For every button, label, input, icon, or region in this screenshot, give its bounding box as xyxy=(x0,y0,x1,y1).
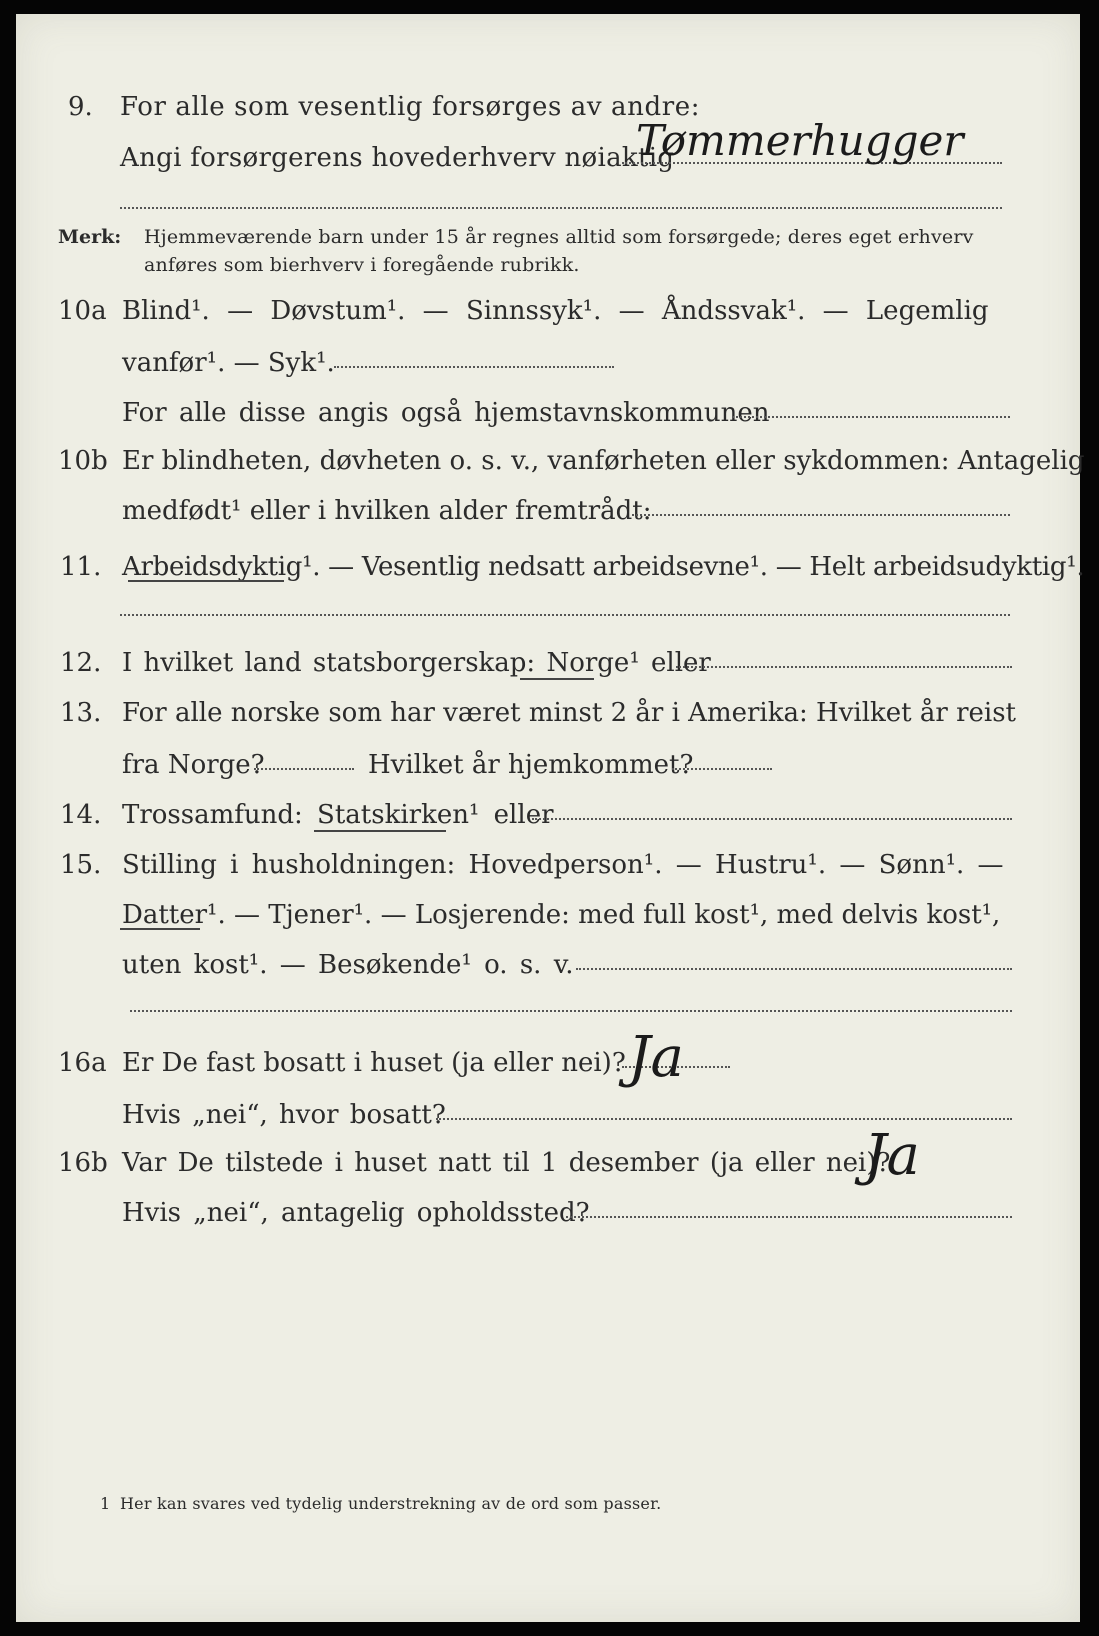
q9-line2: Angi forsørgerens hovederhverv nøiaktig xyxy=(120,143,675,173)
q10a-line3-fill xyxy=(732,416,1010,418)
q10a-number: 10a xyxy=(58,296,107,326)
q16b-line1: Var De tilstede i huset natt til 1 desember (ja eller nei)? xyxy=(122,1148,891,1178)
q13-number: 13. xyxy=(60,698,102,728)
q16a-line1: Er De fast bosatt i huset (ja eller nei)? xyxy=(122,1048,626,1078)
q15-extra-line xyxy=(130,1010,1012,1012)
q15-line3-fill xyxy=(576,968,1012,970)
q12-number: 12. xyxy=(60,648,102,678)
q15-line3: uten kost¹. — Besøkende¹ o. s. v. xyxy=(122,950,574,980)
q12-handwritten-underline xyxy=(520,678,594,680)
q11-handwritten-underline xyxy=(128,580,284,582)
q16b-handwritten-answer: Ja xyxy=(864,1123,920,1188)
q11-extra-line xyxy=(120,614,1010,616)
q16b-line2-fill xyxy=(566,1216,1012,1218)
q11-number: 11. xyxy=(60,552,102,582)
q9-number: 9. xyxy=(68,92,93,122)
q15-line1: Stilling i husholdningen: Hovedperson¹. — Hustru¹. — Sønn¹. — xyxy=(122,850,1004,880)
census-form-page xyxy=(16,14,1085,1622)
footnote-mark: 1 xyxy=(100,1494,111,1513)
q16b-number: 16b xyxy=(58,1148,108,1178)
q11-line1: Arbeidsdyktig¹. — Vesentlig nedsatt arbeidsevne¹. — Helt arbeidsudyktig¹. xyxy=(122,552,1085,582)
q13-line2a: fra Norge? xyxy=(122,750,265,780)
q16a-line2: Hvis „nei“, hvor bosatt? xyxy=(122,1100,446,1130)
q15-line2: Datter¹. — Tjener¹. — Losjerende: med full kost¹, med delvis kost¹, xyxy=(122,900,1001,930)
q15-handwritten-underline xyxy=(120,928,200,930)
q12-line1: I hvilket land statsborgerskap: Norge¹ eller xyxy=(122,648,711,678)
footnote-text: Her kan svares ved tydelig understrekning av de ord som passer. xyxy=(120,1494,662,1513)
q10b-line2: medfødt¹ eller i hvilken alder fremtrådt: xyxy=(122,496,652,526)
merk-line1: Hjemmeværende barn under 15 år regnes alltid som forsørgede; deres eget erhverv xyxy=(144,226,974,248)
q9-line1: For alle som vesentlig forsørges av andre: xyxy=(120,92,701,122)
merk-label: Merk: xyxy=(58,226,122,248)
q13-hjemkommet-fill xyxy=(672,768,772,770)
q14-line1: Trossamfund: Statskirken¹ eller xyxy=(122,800,554,830)
q14-line1-fill xyxy=(532,818,1012,820)
q10a-line2-fill xyxy=(334,366,614,368)
q10b-number: 10b xyxy=(58,446,108,476)
q16a-handwritten-answer: Ja xyxy=(628,1025,684,1090)
q14-number: 14. xyxy=(60,800,102,830)
q16a-number: 16a xyxy=(58,1048,107,1078)
merk-line2: anføres som bierhverv i foregående rubrikk. xyxy=(144,254,580,276)
q9-handwritten-answer: Tømmerhugger xyxy=(636,116,964,165)
q10b-line1: Er blindheten, døvheten o. s. v., vanførheten eller sykdommen: Antagelig xyxy=(122,446,1085,476)
q16a-line2-fill xyxy=(436,1118,1012,1120)
q12-line1-fill xyxy=(676,666,1012,668)
q9-extra-line xyxy=(120,207,1002,209)
q13-line2b: Hvilket år hjemkommet? xyxy=(368,750,694,780)
q10a-line3: For alle disse angis også hjemstavnskommunen xyxy=(122,398,770,428)
q16b-line2: Hvis „nei“, antagelig opholdssted? xyxy=(122,1198,590,1228)
q13-reist-fill xyxy=(254,768,354,770)
q10a-line1: Blind¹. — Døvstum¹. — Sinnssyk¹. — Åndssvak¹. — Legemlig xyxy=(122,296,989,326)
q15-number: 15. xyxy=(60,850,102,880)
q14-handwritten-underline xyxy=(314,830,446,832)
q10a-line2: vanfør¹. — Syk¹. xyxy=(122,348,335,378)
q13-line1: For alle norske som har været minst 2 år i Amerika: Hvilket år reist xyxy=(122,698,1016,728)
q10b-line2-fill xyxy=(632,514,1010,516)
